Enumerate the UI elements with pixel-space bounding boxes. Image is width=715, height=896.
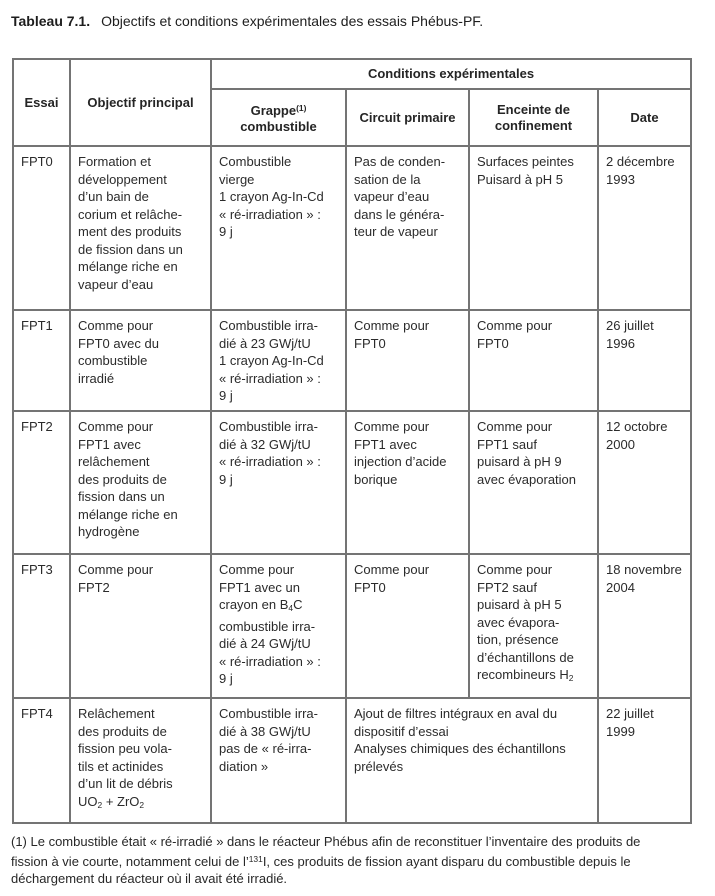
cell-fpt2-enceinte: Comme pour FPT1 sauf puisard à pH 9 avec évaporation xyxy=(469,411,598,554)
cell-fpt1-date: 26 juillet 1996 xyxy=(598,310,691,411)
cell-fpt3-circuit: Comme pour FPT0 xyxy=(346,554,469,698)
cell-fpt0-essai: FPT0 xyxy=(13,146,70,310)
cell-fpt1-enceinte: Comme pour FPT0 xyxy=(469,310,598,411)
footnote-re-irradiation: (1) Le combustible était « ré-irradié » dans le réacteur Phébus afin de reconstituer l’inventaire des produits de fission à vie courte, notamment celui de l’$^{131}$I, ces produits de fission ayant disparu du combustible depuis le déchargement du réacteur où il avait été irradié. xyxy=(11,834,641,887)
col-header-conditions-experimentales: Conditions expérimentales xyxy=(211,59,691,89)
cell-fpt3-objectif: Comme pour FPT2 xyxy=(70,554,211,698)
cell-fpt0-circuit: Pas de conden- sation de la vapeur d’eau dans le généra- teur de vapeur xyxy=(346,146,469,310)
table-caption xyxy=(11,13,483,29)
cell-fpt3-grappe: Comme pour FPT1 avec un crayon en $B_4C$ combustible irra- dié à 24 GWj/tU « ré-irradiation » : 9 j xyxy=(211,554,346,698)
cell-fpt0-enceinte: Surfaces peintes Puisard à pH 5 xyxy=(469,146,598,310)
cell-fpt2-essai: FPT2 xyxy=(13,411,70,554)
cell-fpt1-grappe: Combustible irra- dié à 23 GWj/tU 1 crayon Ag-In-Cd « ré-irradiation » : 9 j xyxy=(211,310,346,411)
cell-fpt3-enceinte: Comme pour FPT2 sauf puisard à pH 5 avec évapora- tion, présence d’échantillons de recombineurs $H_2$ xyxy=(469,554,598,698)
cell-fpt4-objectif: Relâchement des produits de fission peu vola- tils et actinides d’un lit de débris $UO_2 + ZrO_2$ xyxy=(70,698,211,823)
col-header-circuit-primaire: Circuit primaire xyxy=(346,89,469,146)
col-header-essai: Essai xyxy=(13,59,70,146)
col-header-date: Date xyxy=(598,89,691,146)
cell-fpt4-circuit-enceinte-merged: Ajout de filtres intégraux en aval du dispositif d’essai Analyses chimiques des échantillons prélevés xyxy=(346,698,598,823)
col-header-enceinte-confinement: Enceinte de confinement xyxy=(469,89,598,146)
cell-fpt4-date: 22 juillet 1999 xyxy=(598,698,691,823)
table-row-fpt2 xyxy=(13,411,691,554)
cell-fpt3-date: 18 novembre 2004 xyxy=(598,554,691,698)
cell-fpt1-circuit: Comme pour FPT0 xyxy=(346,310,469,411)
cell-fpt1-objectif: Comme pour FPT0 avec du combustible irradié xyxy=(70,310,211,411)
col-header-grappe-combustible: Grappe$^{(1)}$ combustible xyxy=(211,89,346,146)
table-row-fpt1 xyxy=(13,310,691,411)
cell-fpt4-grappe: Combustible irra- dié à 38 GWj/tU pas de « ré-irra- diation » xyxy=(211,698,346,823)
header-row-conditions xyxy=(13,59,691,89)
cell-fpt4-essai: FPT4 xyxy=(13,698,70,823)
cell-fpt0-objectif: Formation et développement d’un bain de corium et relâche- ment des produits de fission dans un mélange riche en vapeur d’eau xyxy=(70,146,211,310)
table-row-fpt4 xyxy=(13,698,691,823)
table-row-fpt3 xyxy=(13,554,691,698)
cell-fpt1-essai: FPT1 xyxy=(13,310,70,411)
table-row-fpt0 xyxy=(13,146,691,310)
cell-fpt2-date: 12 octobre 2000 xyxy=(598,411,691,554)
cell-fpt2-grappe: Combustible irra- dié à 32 GWj/tU « ré-irradiation » : 9 j xyxy=(211,411,346,554)
table-caption-text: Objectifs et conditions expérimentales des essais Phébus-PF. xyxy=(101,13,484,29)
col-header-objectif-principal: Objectif principal xyxy=(70,59,211,146)
cell-fpt0-grappe: Combustible vierge 1 crayon Ag-In-Cd « ré-irradiation » : 9 j xyxy=(211,146,346,310)
cell-fpt0-date: 2 décembre 1993 xyxy=(598,146,691,310)
cell-fpt2-objectif: Comme pour FPT1 avec relâchement des produits de fission dans un mélange riche en hydrogène xyxy=(70,411,211,554)
cell-fpt2-circuit: Comme pour FPT1 avec injection d’acide borique xyxy=(346,411,469,554)
phebus-tests-table xyxy=(12,58,692,824)
table-caption-number: Tableau 7.1. xyxy=(11,13,91,29)
cell-fpt3-essai: FPT3 xyxy=(13,554,70,698)
